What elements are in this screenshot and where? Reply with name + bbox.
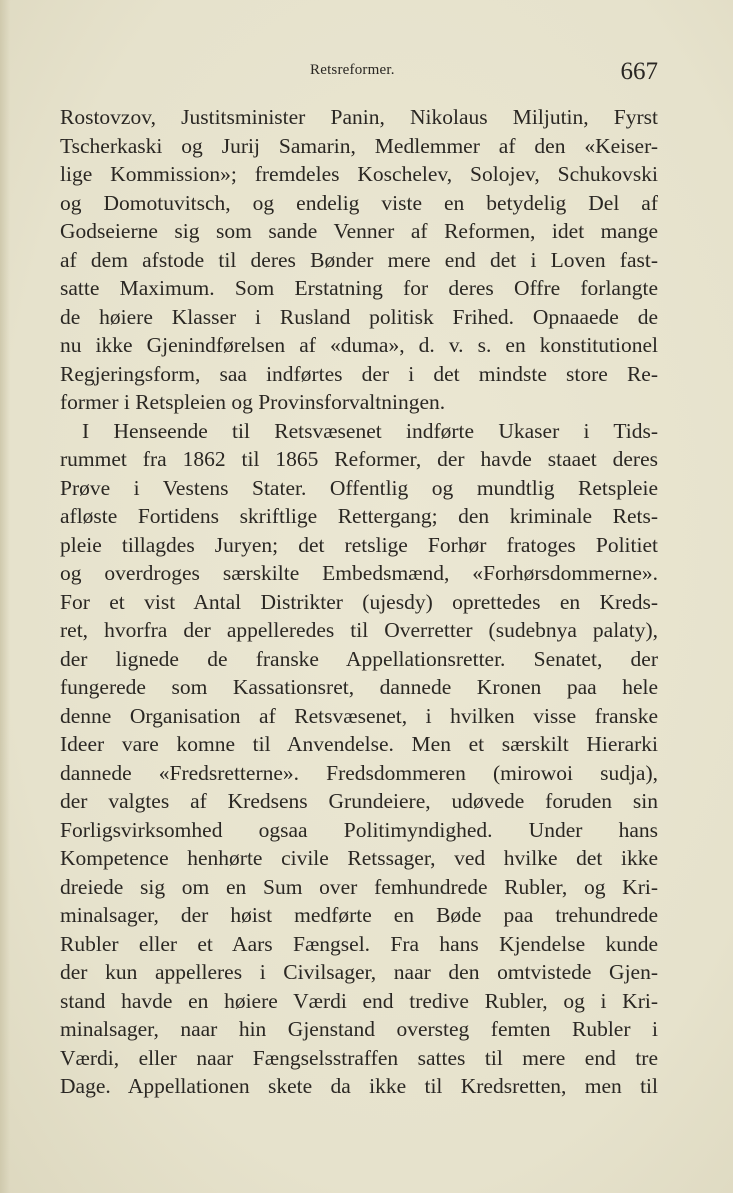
text-line: Kompetence henhørte civile Retssager, ved hvilke det ikke	[60, 846, 658, 870]
text-line: Regjeringsform, saa indførtes der i det mindste store Re-	[60, 361, 658, 386]
text-line: stand havde en høiere Værdi end tredive Rubler, og i Kri-	[60, 988, 658, 1013]
text-line: Rostovzov, Justitsminister Panin, Nikolaus Miljutin, Fyrst	[60, 105, 658, 129]
text-line: pleie tillagdes Juryen; det retslige Forhør fratoges Politiet	[60, 532, 658, 557]
text-line: lige Kommission»; fremdeles Koschelev, Solojev, Schukovski	[60, 162, 658, 186]
text-line: rummet fra 1862 til 1865 Reformer, der havde staaet deres	[60, 447, 658, 471]
text-line: Prøve i Vestens Stater. Offentlig og mundtlig Retspleie	[60, 475, 658, 500]
text-line: satte Maximum. Som Erstatning for deres Offre forlangte	[60, 276, 658, 300]
text-line: der lignede de franske Appellationsretter. Senatet, der	[60, 646, 658, 671]
paragraph-1	[60, 103, 658, 417]
text-line: I Henseende til Retsvæsenet indførte Ukaser i Tids-	[82, 418, 658, 443]
text-line: minalsager, naar hin Gjenstand oversteg femten Rubler i	[60, 1017, 658, 1041]
text-line: dreiede sig om en Sum over femhundrede Rubler, og Kri-	[60, 874, 658, 899]
text-line: og overdroges særskilte Embedsmænd, «Forhørsdommerne».	[60, 561, 658, 585]
text-line: og Domotuvitsch, og endelig viste en betydelig Del af	[60, 190, 658, 215]
text-line: afløste Fortidens skriftlige Rettergang; den kriminale Rets-	[60, 504, 658, 528]
running-title: Retsreformer.	[310, 62, 395, 78]
text-line: Ideer vare komne til Anvendelse. Men et særskilt Hierarki	[60, 732, 658, 756]
text-line: Tscherkaski og Jurij Samarin, Medlemmer af den «Keiser-	[60, 133, 658, 158]
text-line: dannede «Fredsretterne». Fredsdommeren (mirowoi sudja),	[60, 760, 658, 785]
running-head	[60, 58, 660, 88]
page-edge-shadow	[0, 0, 10, 1193]
text-line: Værdi, eller naar Fængselsstraffen sattes til mere end tre	[60, 1045, 658, 1070]
page-number: 667	[620, 58, 658, 85]
text-line: ret, hvorfra der appelleredes til Overretter (sudebnya palaty),	[60, 618, 658, 642]
body-text	[60, 103, 658, 1101]
text-line: For et vist Antal Distrikter (ujesdy) oprettedes en Kreds-	[60, 589, 658, 614]
text-line: Forligsvirksomhed ogsaa Politimyndighed. Under hans	[60, 817, 658, 842]
text-line: Godseierne sig som sande Venner af Reformen, idet mange	[60, 219, 658, 243]
text-line: denne Organisation af Retsvæsenet, i hvilken visse franske	[60, 703, 658, 728]
text-line: fungerede som Kassationsret, dannede Kronen paa hele	[60, 675, 658, 699]
text-line: af dem afstode til deres Bønder mere end det i Loven fast-	[60, 247, 658, 272]
text-line: former i Retspleien og Provinsforvaltningen.	[60, 390, 446, 414]
text-line: der valgtes af Kredsens Grundeiere, udøvede foruden sin	[60, 789, 658, 813]
text-line: minalsager, der høist medførte en Bøde paa trehundrede	[60, 903, 658, 927]
text-line: de høiere Klasser i Rusland politisk Frihed. Opnaaede de	[60, 304, 658, 329]
text-line: Dage. Appellationen skete da ikke til Kredsretten, men til	[60, 1074, 658, 1098]
text-line: nu ikke Gjenindførelsen af «duma», d. v. s. en konstitutionel	[60, 333, 658, 357]
text-line: Rubler eller et Aars Fængsel. Fra hans Kjendelse kunde	[60, 931, 658, 956]
paragraph-2	[60, 417, 658, 1101]
text-line: der kun appelleres i Civilsager, naar den omtvistede Gjen-	[60, 960, 658, 984]
